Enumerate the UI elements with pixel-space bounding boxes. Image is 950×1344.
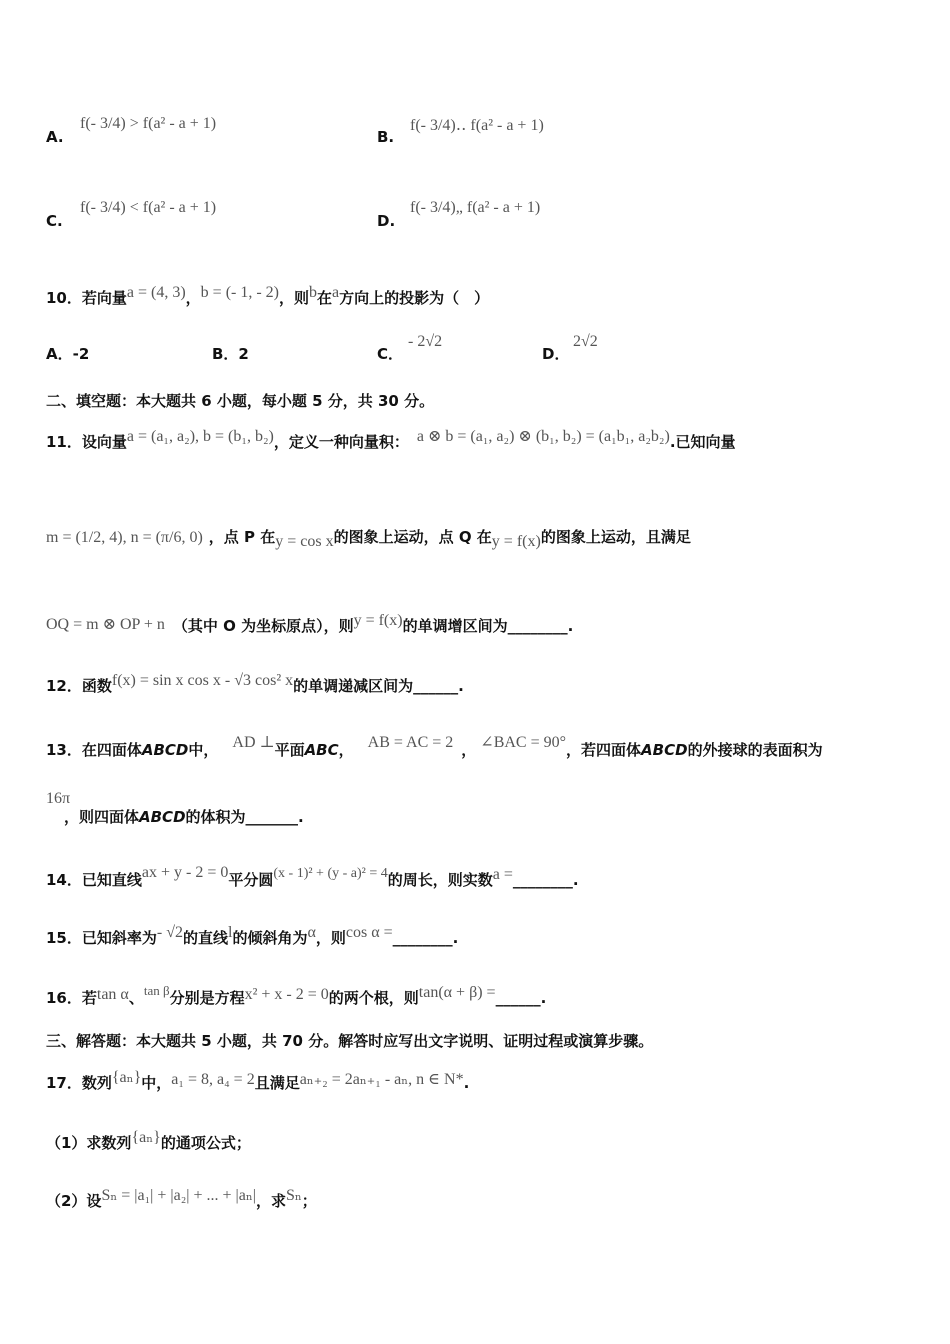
q13-surface-area: 16π bbox=[46, 790, 71, 807]
q9-option-c-math: f(- 3/4) < f(a² - a + 1) bbox=[80, 199, 217, 216]
q9-option-d-math: f(- 3/4)„ f(a² - a + 1) bbox=[410, 199, 541, 216]
q15-stem: 15．已知斜率为- √2的直线l的倾斜角为α，则cos α =________. bbox=[46, 924, 459, 947]
section-2-heading: 二、填空题：本大题共 6 小题，每小题 5 分，共 30 分。 bbox=[46, 392, 435, 410]
q12-stem: 12．函数f(x) = sin x cos x - √3 cos² x的单调递减区间为______. bbox=[46, 672, 464, 695]
q10-option-a: A．-2 bbox=[46, 345, 90, 363]
q9-option-a-math: f(- 3/4) > f(a² - a + 1) bbox=[80, 115, 217, 132]
q9-option-b-math: f(- 3/4)‥ f(a² - a + 1) bbox=[410, 117, 544, 134]
q11-line-1: 11．设向量a = (a₁, a₂), b = (b₁, b₂)，定义一种向量积： a ⊗ b = (a₁, a₂) ⊗ (b₁, b₂) = (a₁b₁, a₂b₂).已知向量 bbox=[46, 428, 736, 451]
q14-stem: 14．已知直线ax + y - 2 = 0平分圆(x - 1)² + (y - a)² = 4的周长，则实数a =________. bbox=[46, 864, 579, 889]
q9-option-b-label: B. bbox=[377, 128, 395, 146]
q16-stem: 16．若tan α、tan β分别是方程x² + x - 2 = 0的两个根，则tan(α + β) =______. bbox=[46, 983, 547, 1007]
q10-stem: 10．若向量a = (4, 3)，b = (- 1, - 2)，则b在a方向上的投影为（ ） bbox=[46, 284, 490, 307]
section-3-heading: 三、解答题：本大题共 5 小题，共 70 分。解答时应写出文字说明、证明过程或演算步骤。 bbox=[46, 1032, 654, 1050]
q11-line-2: m = (1/2, 4), n = (π/6, 0) ，点 P 在y = cos x的图象上运动，点 Q 在y = f(x)的图象上运动，且满足 bbox=[46, 528, 691, 550]
q10-option-c-math: - 2√2 bbox=[408, 333, 443, 350]
q9-option-d-label: D. bbox=[377, 212, 396, 230]
q9-option-c-label: C. bbox=[46, 212, 63, 230]
q9-option-a-label: A. bbox=[46, 128, 64, 146]
q13-line-1: 13．在四面体ABCD中， AD ⊥平面ABC， AB = AC = 2 ， ∠BAC = 90°，若四面体ABCD的外接球的表面积为 bbox=[46, 734, 823, 759]
q11-line-3: OQ = m ⊗ OP + n （其中 O 为坐标原点），则y = f(x)的单调增区间为________. bbox=[46, 612, 574, 635]
q10-option-d: D． bbox=[542, 345, 570, 363]
q10-option-c: C． bbox=[377, 345, 404, 363]
q17-part-2: （2）设Sₙ = |a₁| + |a₂| + ... + |aₙ|，求Sₙ； bbox=[46, 1187, 317, 1210]
q17-part-1: （1）求数列{aₙ}的通项公式； bbox=[46, 1129, 251, 1152]
q13-line-2: ，则四面体ABCD的体积为_______. bbox=[64, 808, 304, 826]
q17-stem: 17．数列{aₙ}中，a₁ = 8, a₄ = 2且满足aₙ₊₂ = 2aₙ₊₁ - aₙ, n ∈ N*. bbox=[46, 1069, 470, 1092]
q10-option-b: B．2 bbox=[212, 345, 249, 363]
q10-option-d-math: 2√2 bbox=[573, 333, 598, 350]
